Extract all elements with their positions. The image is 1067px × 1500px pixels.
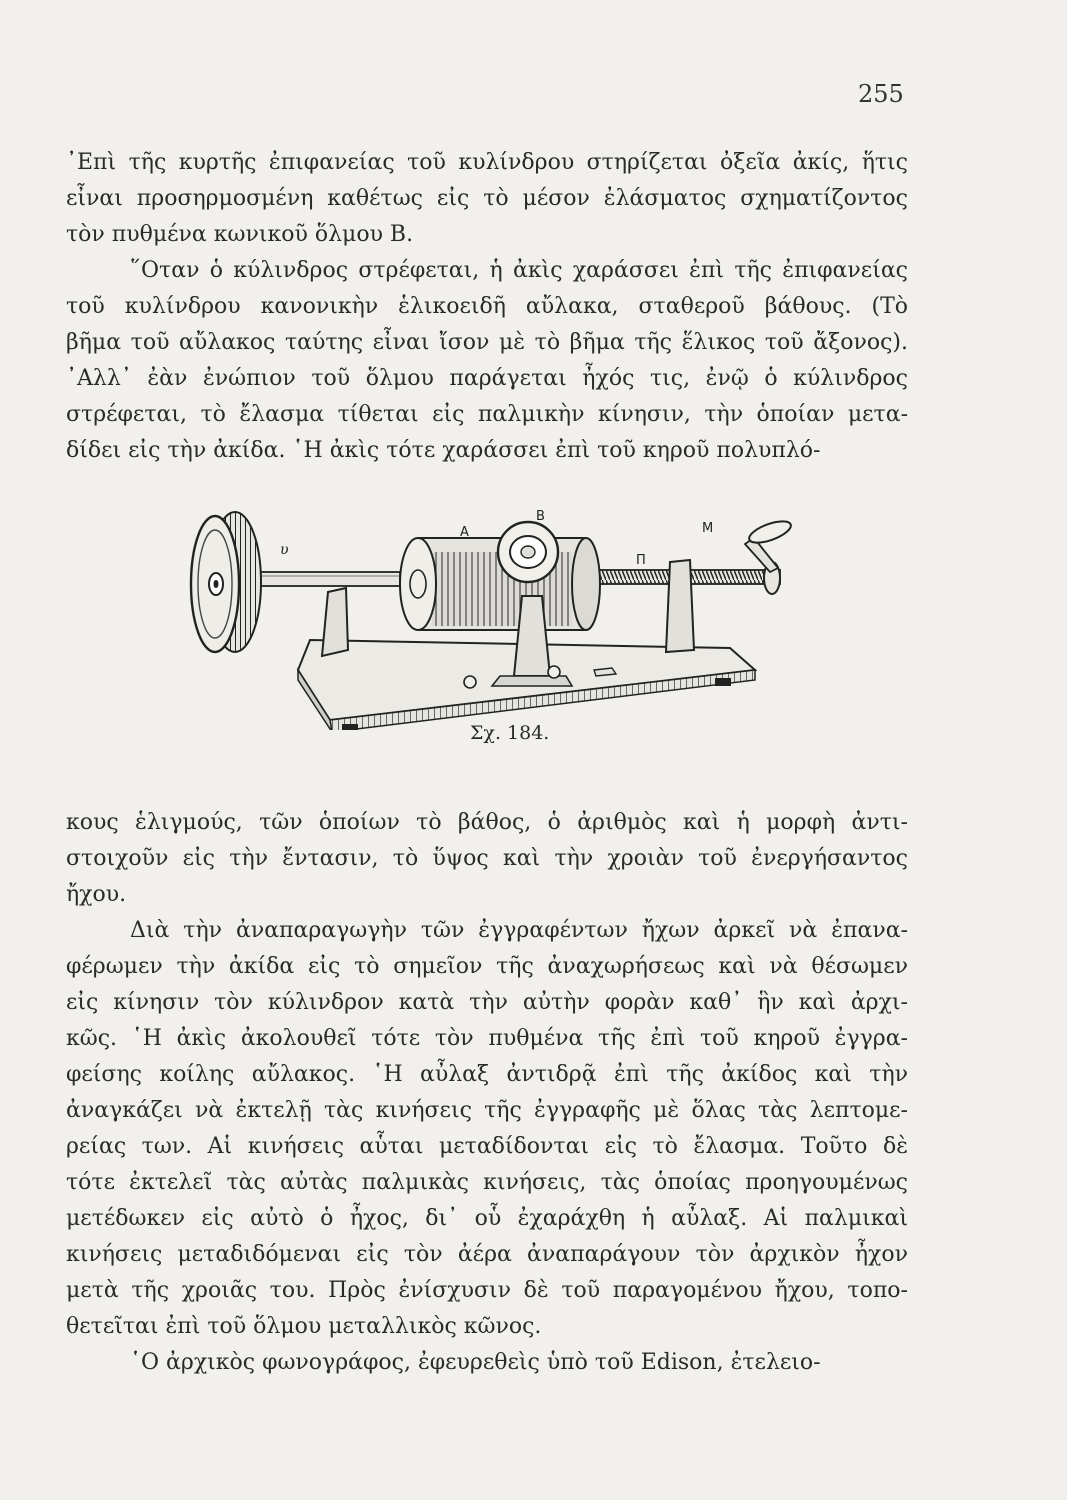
text-line: στρέφεται, τὸ ἔλασμα τίθεται εἰς παλμικὴν κίνησιν, τὴν ὁποίαν μετα-	[66, 402, 908, 427]
label-cylinder: Α	[460, 525, 469, 540]
text-line: ᾿Επὶ τῆς κυρτῆς ἐπιφανείας τοῦ κυλίνδρου στηρίζεται ὀξεῖα ἀκίς, ἥτις	[66, 150, 908, 175]
label-screw: Π	[636, 553, 646, 568]
text-line: Διὰ τὴν ἀναπαραγωγὴν τῶν ἐγγραφέντων ἤχων ἀρκεῖ νὰ ἐπανα-	[130, 918, 908, 943]
text-block-top	[66, 145, 908, 469]
text-line: κους ἑλιγμούς, τῶν ὁποίων τὸ βάθος, ὁ ἀριθμὸς καὶ ἡ μορφὴ ἀντι-	[66, 810, 908, 835]
label-horn: Β	[536, 509, 545, 524]
text-line: εἶναι προσηρμοσμένη καθέτως εἰς τὸ μέσον ἐλάσματος σχηματίζοντος	[66, 186, 908, 211]
left-support	[322, 588, 348, 656]
label-handle: Μ	[702, 521, 714, 536]
figure-caption: Σχ. 184.	[470, 722, 550, 744]
text-line: κινήσεις μεταδιδόμεναι εἰς τὸν ἀέρα ἀναπαράγουν τὸν ἀρχικὸν ἦχον	[66, 1242, 908, 1267]
text-line: φέρωμεν τὴν ἀκίδα εἰς τὸ σημεῖον τῆς ἀναχωρήσεως καὶ νὰ θέσωμεν	[66, 954, 908, 979]
text-line: τοῦ κυλίνδρου κανονικὴν ἑλικοειδῆ αὔλακα, σταθεροῦ βάθους. (Τὸ	[66, 294, 908, 319]
mouthpiece	[498, 522, 558, 582]
phonograph-illustration	[170, 500, 850, 730]
text-line: ῾Ο ἀρχικὸς φωνογράφος, ἐφευρεθεὶς ὑπὸ τοῦ Edison, ἐτελειο-	[130, 1350, 821, 1375]
text-line: δίδει εἰς τὴν ἀκίδα. ῾Η ἀκὶς τότε χαράσσει ἐπὶ τοῦ κηροῦ πολυπλό-	[66, 438, 821, 463]
text-line: ἤχου.	[66, 882, 127, 907]
text-line: βῆμα τοῦ αὔλακος ταύτης εἶναι ἴσον μὲ τὸ βῆμα τῆς ἕλικος τοῦ ἄξονος).	[66, 330, 908, 355]
text-line: κῶς. ῾Η ἀκὶς ἀκολουθεῖ τότε τὸν πυθμένα τῆς ἐπὶ τοῦ κηροῦ ἐγγρα-	[66, 1026, 908, 1051]
text-line: φείσης κοίλης αὔλακος. ῾Η αὖλαξ ἀντιδρᾷ ἐπὶ τῆς ἀκίδος καὶ τὴν	[66, 1062, 908, 1087]
text-line: μετὰ τῆς χροιᾶς του. Πρὸς ἐνίσχυσιν δὲ τοῦ παραγομένου ἤχου, τοπο-	[66, 1278, 908, 1303]
text-line: τότε ἐκτελεῖ τὰς αὐτὰς παλμικὰς κινήσεις, τὰς ὁποίας προηγουμένως	[66, 1170, 908, 1195]
text-line: εἰς κίνησιν τὸν κύλινδρον κατὰ τὴν αὐτὴν φορὰν καθ᾿ ἣν καὶ ἀρχι-	[66, 990, 908, 1015]
text-line: ἀναγκάζει νὰ ἐκτελῇ τὰς κινήσεις τῆς ἐγγραφῆς μὲ ὅλας τὰς λεπτομε-	[66, 1098, 908, 1123]
right-support	[666, 560, 694, 652]
text-line: ῞Οταν ὁ κύλινδρος στρέφεται, ἡ ἀκὶς χαράσσει ἐπὶ τῆς ἐπιφανείας	[130, 258, 908, 283]
text-line: ᾿Αλλ᾿ ἐὰν ἐνώπιον τοῦ ὅλμου παράγεται ἦχός τις, ἐνῷ ὁ κύλινδρος	[66, 366, 908, 391]
text-line: στοιχοῦν εἰς τὴν ἔντασιν, τὸ ὕψος καὶ τὴν χροιὰν τοῦ ἐνεργήσαντος	[66, 846, 908, 871]
text-line: τὸν πυθμένα κωνικοῦ ὅλμου Β.	[66, 222, 414, 247]
page-number: 255	[858, 80, 904, 108]
text-block-bottom	[66, 805, 908, 1381]
text-line: μετέδωκεν εἰς αὐτὸ ὁ ἦχος, δι᾿ οὗ ἐχαράχθη ἡ αὖλαξ. Αἱ παλμικαὶ	[66, 1206, 908, 1231]
text-line: ρείας των. Αἱ κινήσεις αὗται μεταδίδονται εἰς τὸ ἔλασμα. Τοῦτο δὲ	[66, 1134, 908, 1159]
label-flywheel: υ	[280, 542, 289, 558]
flywheel	[191, 512, 261, 652]
text-line: θετεῖται ἐπὶ τοῦ ὅλμου μεταλλικὸς κῶνος.	[66, 1314, 542, 1339]
